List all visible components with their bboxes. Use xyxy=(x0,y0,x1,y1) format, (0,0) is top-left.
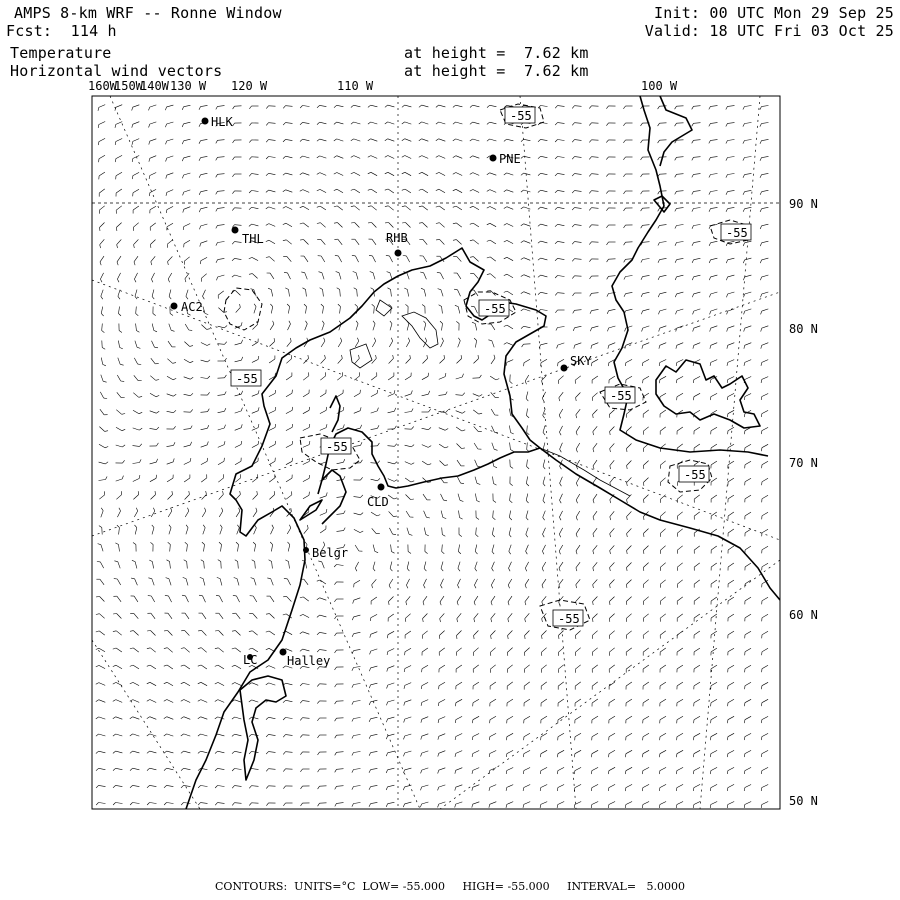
contour-label-text: -55 xyxy=(510,109,532,123)
contour-label xyxy=(721,224,751,240)
contour-label-text: -55 xyxy=(326,440,348,454)
contour-label-text: -55 xyxy=(236,372,258,386)
latitude-label: 70 N xyxy=(789,456,818,470)
latitude-labels xyxy=(789,197,818,808)
contour-label-text: -55 xyxy=(726,226,748,240)
station-label: Belgr xyxy=(312,546,349,560)
longitude-label: 140W xyxy=(140,79,169,93)
station-label: LC xyxy=(243,653,258,667)
latitude-label: 60 N xyxy=(789,608,818,622)
contour-label xyxy=(479,300,509,316)
contour-label-text: -55 xyxy=(558,612,580,626)
temperature-height: at height = 7.62 km xyxy=(404,44,589,62)
latitude-label: 50 N xyxy=(789,794,818,808)
contour-label-text: -55 xyxy=(484,302,506,316)
longitude-labels xyxy=(88,79,678,93)
contour-label-text: -55 xyxy=(610,389,632,403)
contour-label xyxy=(605,387,635,403)
contour-label xyxy=(231,370,261,386)
contour-info-footer: CONTOURS: UNITS=°C LOW= -55.000 HIGH= -55.000 INTERVAL= 5.0000 xyxy=(214,880,686,893)
longitude-label: 150W xyxy=(114,79,143,93)
longitude-label: 110 W xyxy=(337,79,374,93)
contour-label xyxy=(321,438,351,454)
contour-label xyxy=(553,610,583,626)
station-label: RHB xyxy=(386,231,408,245)
contour-label xyxy=(679,466,709,482)
station-label: Halley xyxy=(287,654,331,668)
longitude-label: 130 W xyxy=(170,79,207,93)
valid-time: Valid: 18 UTC Fri 03 Oct 25 xyxy=(644,22,894,40)
station-label: AC2 xyxy=(181,300,203,314)
latitude-label: 80 N xyxy=(789,322,818,336)
field-temperature-label: Temperature xyxy=(10,44,112,62)
chart-title: AMPS 8-km WRF -- Ronne Window xyxy=(14,4,282,22)
station-label: PNE xyxy=(499,152,521,166)
contour-label xyxy=(505,107,535,123)
forecast-hour: Fcst: 114 h xyxy=(6,22,117,40)
station-label: SKY xyxy=(570,354,592,368)
field-wind-label: Horizontal wind vectors xyxy=(10,62,223,80)
station-lc xyxy=(243,653,257,667)
longitude-label: 100 W xyxy=(641,79,678,93)
longitude-label: 160W xyxy=(88,79,117,93)
station-label: HLK xyxy=(211,115,233,129)
station-label: THL xyxy=(242,232,264,246)
longitude-label: 120 W xyxy=(231,79,268,93)
contour-label-text: -55 xyxy=(684,468,706,482)
station-label: CLD xyxy=(367,495,389,509)
wind-height: at height = 7.62 km xyxy=(404,62,589,80)
init-time: Init: 00 UTC Mon 29 Sep 25 xyxy=(654,4,894,22)
latitude-label: 90 N xyxy=(789,197,818,211)
